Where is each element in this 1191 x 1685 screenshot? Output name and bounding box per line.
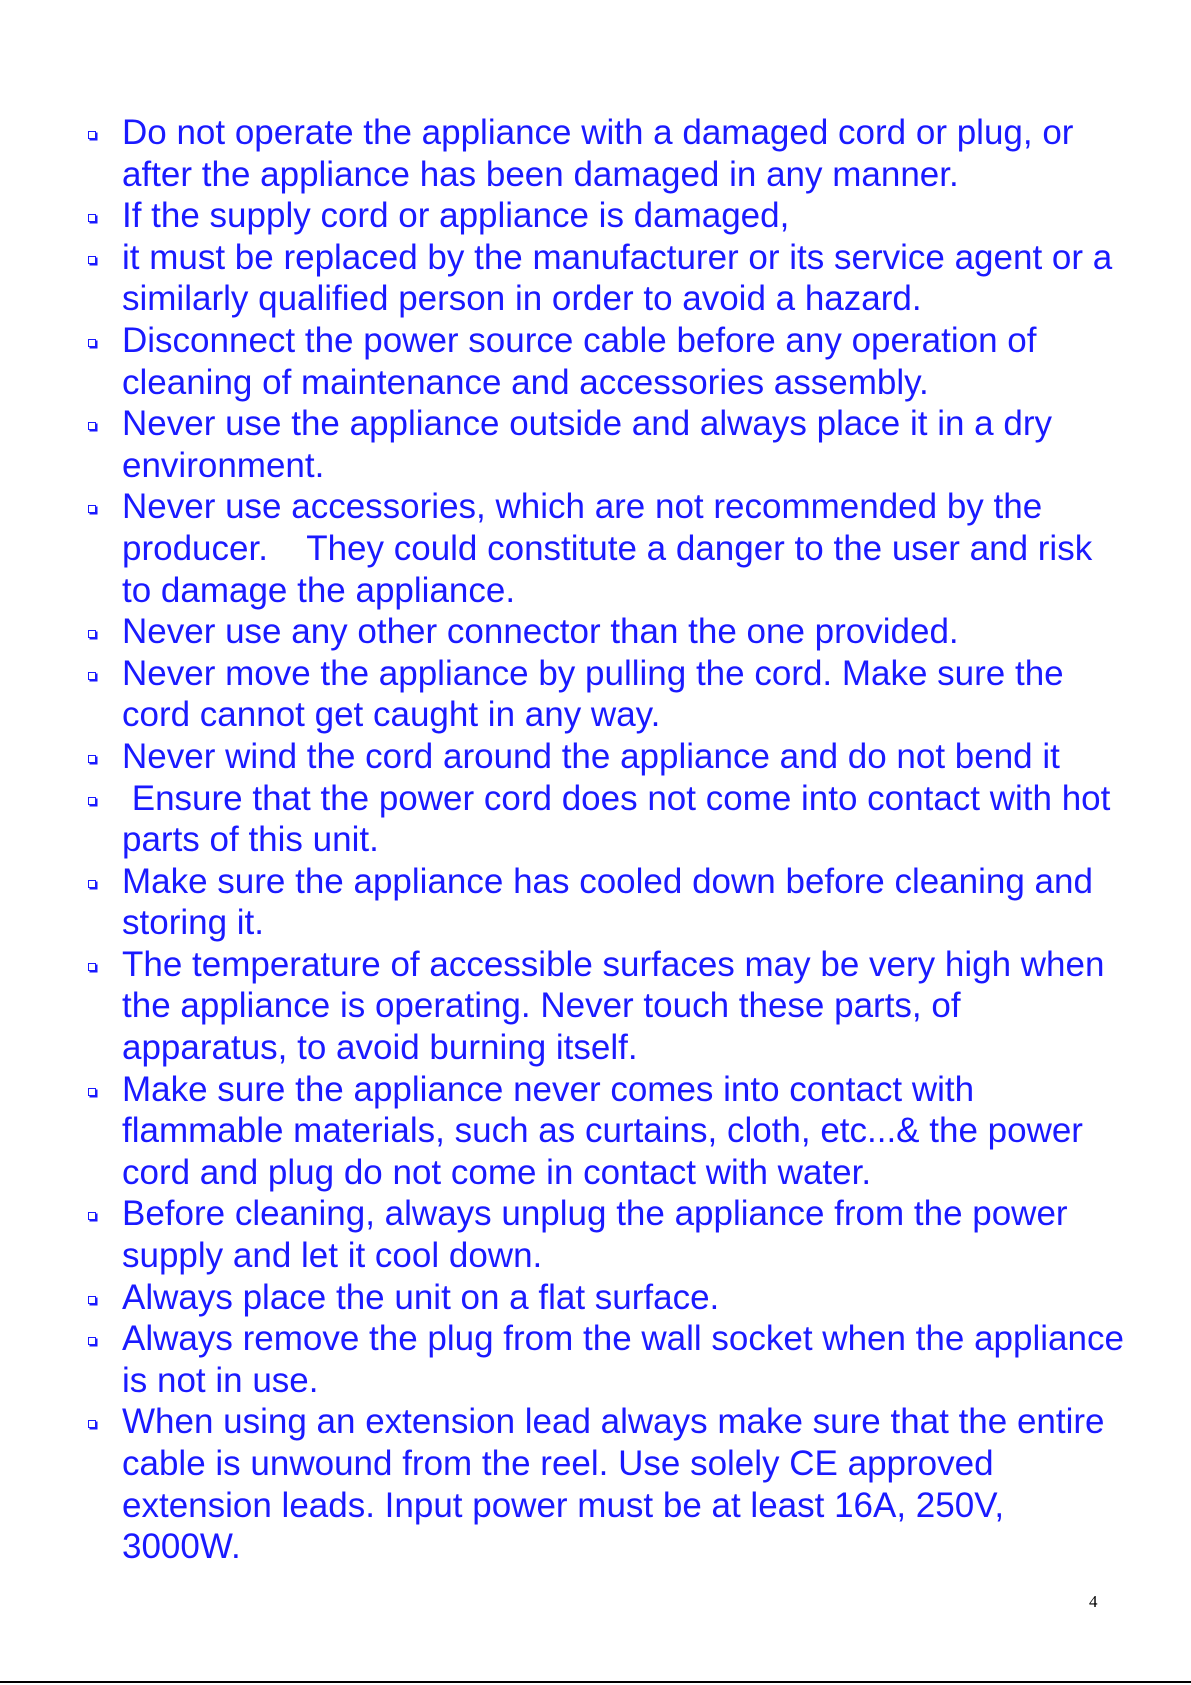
- square-bullet-icon: [88, 505, 96, 513]
- list-item-text: Always remove the plug from the wall socket when the appliance is not in use.: [122, 1319, 1134, 1400]
- list-item: [85, 861, 1125, 944]
- square-bullet-icon: [88, 1296, 96, 1304]
- square-bullet-icon: [88, 880, 96, 888]
- safety-instructions-list: [85, 112, 1134, 1568]
- list-item-text: Make sure the appliance never comes into contact with flammable materials, such as curtains, cloth, etc...& the power cord and plug do not come in contact with water.: [122, 1069, 1093, 1192]
- list-item: [85, 195, 1125, 237]
- list-item-text: it must be replaced by the manufacturer or its service agent or a similarly qualified person in order to avoid a hazard.: [122, 237, 1122, 319]
- list-item-text: Never use accessories, which are not recommended by the producer. They could constitute a danger to the user and risk to damage the appliance.: [122, 487, 1102, 610]
- list-item: [85, 486, 1125, 611]
- list-item-text: Never use any other connector than the one provided.: [122, 612, 959, 652]
- square-bullet-icon: [88, 630, 96, 638]
- list-item-text: Do not operate the appliance with a damaged cord or plug, or after the appliance has been damaged in any manner.: [122, 113, 1084, 194]
- list-item: [85, 611, 1125, 653]
- square-bullet-icon: [88, 672, 96, 680]
- square-bullet-icon: [88, 755, 96, 763]
- list-item: [85, 320, 1125, 403]
- square-bullet-icon: [88, 1337, 96, 1345]
- square-bullet-icon: [88, 1420, 96, 1428]
- square-bullet-icon: [88, 214, 96, 222]
- list-item: [85, 237, 1125, 320]
- list-item-text: If the supply cord or appliance is damaged,: [122, 196, 790, 236]
- footer-divider: [0, 1681, 1191, 1683]
- square-bullet-icon: [88, 1088, 96, 1096]
- square-bullet-icon: [88, 1212, 96, 1220]
- list-item-text: The temperature of accessible surfaces may be very high when the appliance is operating. Never touch these parts, of apparatus, to avoid burning itself.: [122, 944, 1115, 1068]
- square-bullet-icon: [88, 339, 96, 347]
- list-item: [85, 1401, 1125, 1567]
- square-bullet-icon: [88, 963, 96, 971]
- list-item: [85, 778, 1125, 861]
- list-item: [85, 1069, 1125, 1194]
- list-item: [85, 1277, 1125, 1319]
- list-item-text: Before cleaning, always unplug the appliance from the power supply and let it cool down.: [122, 1194, 1078, 1276]
- list-item: [85, 653, 1125, 736]
- list-item: [85, 112, 1125, 195]
- list-item: [85, 736, 1125, 778]
- list-item: [85, 1318, 1134, 1401]
- page-number: 4: [1089, 1592, 1098, 1611]
- list-item: [85, 403, 1125, 486]
- square-bullet-icon: [88, 797, 96, 805]
- list-item-text: Never use the appliance outside and always place it in a dry environment.: [122, 404, 1062, 485]
- list-item-text: Never move the appliance by pulling the cord. Make sure the cord cannot get caught in any way.: [122, 653, 1074, 735]
- list-item-text: Make sure the appliance has cooled down before cleaning and storing it.: [122, 861, 1103, 943]
- list-item-text: Disconnect the power source cable before any operation of cleaning of maintenance and accessories assembly.: [122, 320, 1047, 402]
- list-item-text: When using an extension lead always make sure that the entire cable is unwound from the reel. Use solely CE approved extension leads. Input power must be at least 16A, 250V, 3000W.: [122, 1402, 1115, 1567]
- square-bullet-icon: [88, 422, 96, 430]
- square-bullet-icon: [88, 131, 96, 139]
- square-bullet-icon: [88, 256, 96, 264]
- list-item: [85, 1193, 1125, 1276]
- list-item: [85, 944, 1125, 1069]
- list-item-text: Ensure that the power cord does not come into contact with hot parts of this unit.: [122, 778, 1121, 860]
- list-item-text: Always place the unit on a flat surface.: [122, 1277, 720, 1317]
- list-item-text: Never wind the cord around the appliance and do not bend it: [122, 736, 1060, 776]
